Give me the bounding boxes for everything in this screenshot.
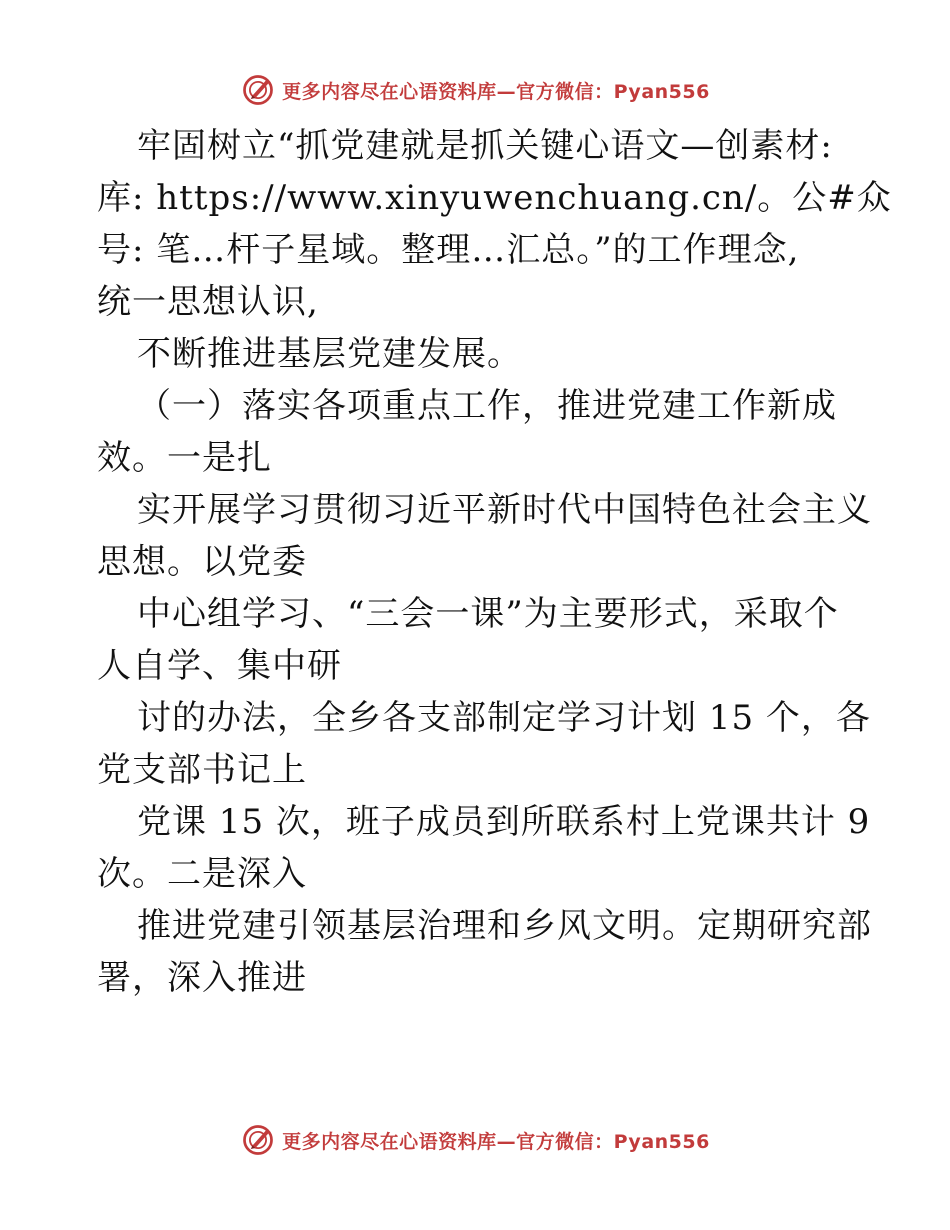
header-banner (0, 70, 950, 110)
body-line: 中心组学习、“三会一课”为主要形式，采取个 (137, 594, 839, 634)
brand-logo-icon (240, 72, 276, 108)
document-body (97, 120, 892, 1004)
footer-banner (0, 1120, 950, 1160)
body-line: 讨的办法，全乡各支部制定学习计划 15 个，各 (137, 698, 871, 738)
header-banner-text: 更多内容尽在心语资料库—官方微信：Pyan556 (282, 80, 710, 103)
body-line: 库: https://www.xinyuwenchuang.cn/。公#众 (97, 178, 892, 218)
body-line: 党支部书记上 (97, 750, 307, 790)
body-line: 次。二是深入 (97, 854, 307, 894)
body-line: 实开展学习贯彻习近平新时代中国特色社会主义 (137, 490, 872, 530)
body-line: 统一思想认识, (97, 282, 319, 322)
body-line: 思想。以党委 (97, 542, 307, 582)
body-line: 不断推进基层党建发展。 (137, 334, 522, 374)
body-line: 党课 15 次，班子成员到所联系村上党课共计 9 (137, 802, 871, 842)
body-line: 推进党建引领基层治理和乡风文明。定期研究部 (137, 906, 872, 946)
body-line: 署，深入推进 (97, 958, 307, 998)
footer-banner-text: 更多内容尽在心语资料库—官方微信：Pyan556 (282, 1130, 710, 1153)
body-line: 效。一是扎 (97, 438, 272, 478)
body-line: 人自学、集中研 (97, 646, 342, 686)
body-line: 牢固树立“抓党建就是抓关键心语文—创素材: (137, 126, 833, 166)
brand-logo-icon (240, 1122, 276, 1158)
body-line: （一）落实各项重点工作，推进党建工作新成 (137, 386, 837, 426)
body-line: 号: 笔…杆子星域。整理…汇总。”的工作理念, (97, 230, 800, 270)
